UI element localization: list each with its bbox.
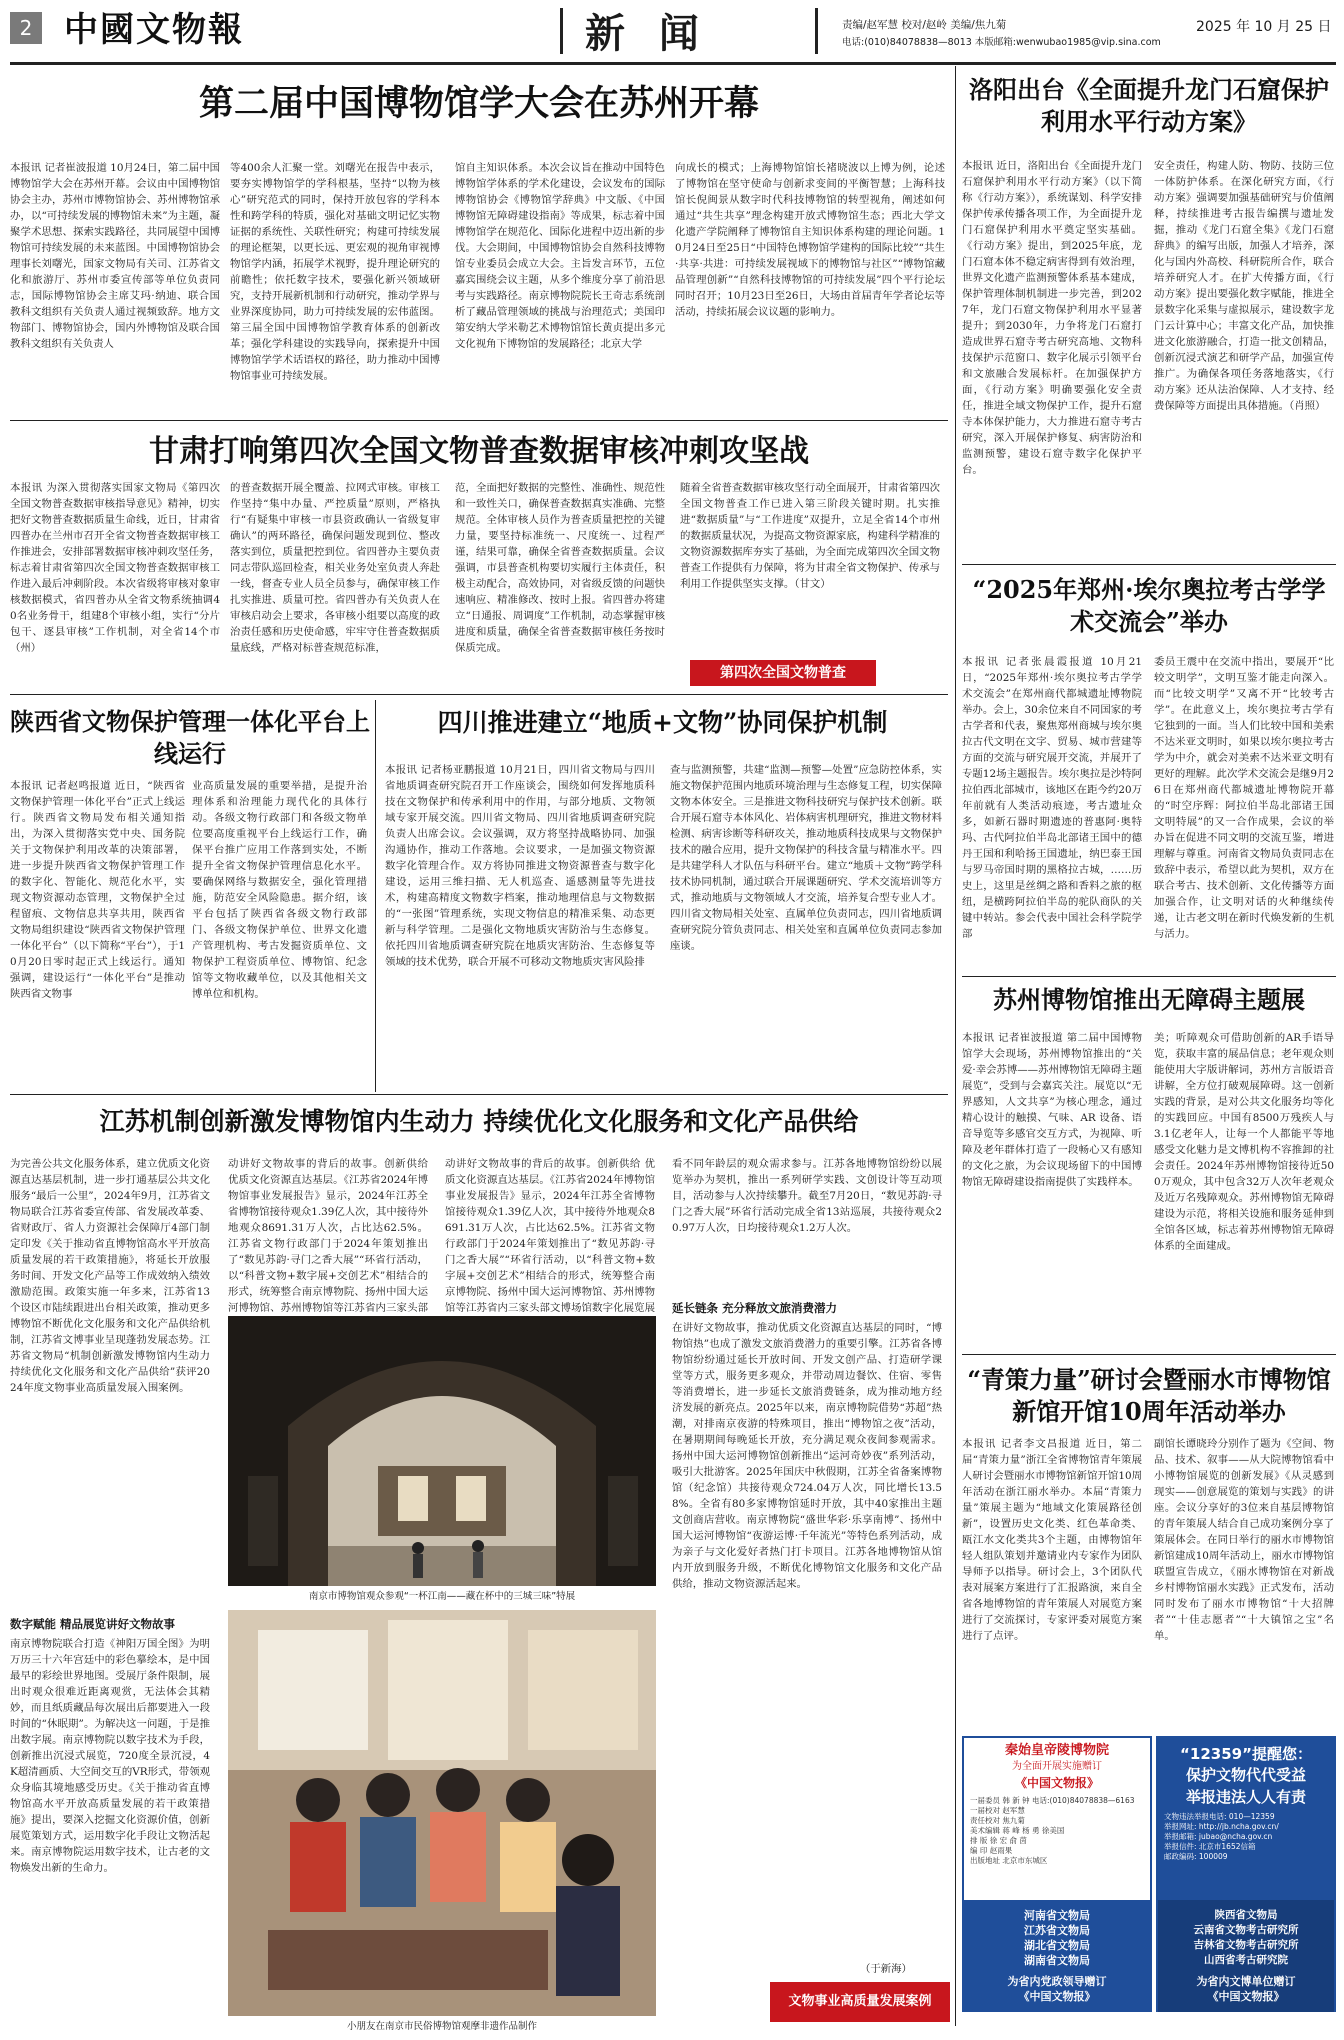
article-body: 为完善公共文化服务体系，建立优质文化资源直达基层机制，进一步打通基层公共文化服务“最后一公里”，2024年9月，江苏省文物局联合江苏省委宣传部、省发展改革委、省财政厅、省人力资源社会保障厅4部门制定印发《关于推动省直博物馆高水平开放高质量发展的若干政策措施》，将延长开放服务时间、开发文化产品等工作成效纳入绩效激励范围。政策实施一年多来，江苏省13个设区市陆续跟进出台相关政策，推动更多博物馆不断优化文化服务和文化产品供给机制，江苏省文博事业呈现蓬勃发展态势。江苏省文物局“机制创新激发博物馆内生动力 持续优化文化服务和文化产品供给”获评2024年度文物事业高质量发展入围案例。: [10, 1158, 210, 1394]
article-headline: 江苏机制创新激发博物馆内生动力 持续优化文化服务和文化产品供给: [99, 1107, 859, 1136]
article-body: 动讲好文物故事的背后的故事。创新供给 优质文化资源直达基层。《江苏省2024年博物馆事业发展报告》显示，2024年江苏全省博物馆接待观众1.39亿人次，其中接待外地观众8691.31万人次，占比达62.5%。江苏省文物行政部门于2024年策划推出了“数见苏韵·寻门之香大展”“环省行活动，以“科普文物+数字展+交创艺术”相结合的形式，统筹整合南京博物院、扬州中国大运河博物馆、苏州博物馆等江苏省内三家头部文博场馆数字化展览展: [445, 1158, 655, 1314]
column-rule: [375, 700, 376, 1092]
article-body: 副馆长谭晓玲分别作了题为《空间、物品、技术、叙事——从大院博物馆看中小博物馆展览的创新发展》《从灵感到现实——创意展览的策划与实践》的讲座。会议分享好的3位来自基层博物馆的青年策展人结合自己成功案例分享了策展体会。在同日举行的丽水市博物馆新馆建成10周年活动上，丽水市博物馆联盟宣告成立，《丽水博物馆在对新战乡村博物馆丽水实践》正式发布，活动同时发布了丽水市博物馆“十大招牌者”“十佳志愿者”“十大镇馆之宝”名单。: [1154, 1438, 1334, 1642]
divider: [962, 564, 1336, 565]
ad-unit: 山西省考古研究院: [1204, 1954, 1288, 1966]
issue-date: 2025 年 10 月 25 日: [1196, 19, 1332, 35]
ad-unit: 云南省文物考古研究所: [1193, 1924, 1299, 1936]
children-workshop-photo: [228, 1610, 656, 2016]
article-body: 本报讯 记者崔波报道 10月24日，第二届中国博物馆学大会在苏州开幕。会议由中国博物馆协会主办，苏州市博物馆协会、苏州博物馆承办，以“可持续发展的博物馆未来”为主题，凝聚学术思想、探索实践路径，共同展望中国博物馆可持续发展的未来蓝图。中国博物馆协会理事长刘曙光，国家文物局有关司、江苏省文化和旅游厅、苏州市委宣传部等单位负责同志，国际博物馆协会主席艾玛·纳迪、联合国教科文组织有关负责人通过视频致辞。地方文物部门、博物馆协会，国内外博物馆及联合国教科文组织有关负责人: [10, 162, 220, 350]
header-divider-right: [815, 8, 818, 54]
photo-caption: 南京市博物馆观众参观“一杯江南——藏在杯中的三城三味”特展: [308, 1591, 576, 1602]
article-body: 本报讯 记者赵鸣报道 近日，“陕西省文物保护管理一体化平台”正式上线运行。陕西省文物局发布相关通知指出，为深入贯彻落实党中央、国务院关于文物保护利用改革的决策部署，进一步提升陕西省文物保护管理工作的数字化、智能化、规范化水平，实现文物资源动态管理，文物保护全过程留痕、文物信息共享共用，陕西省文物局组织建设“陕西省文物保护管理一体化平台”（以下简称“平台”），于10月20日零时起正式上线运行。通知强调，建设运行“一体化平台”是推动陕西省文物事: [10, 780, 185, 1000]
article-body: 动讲好文物故事的背后的故事。创新供给 优质文化资源直达基层。《江苏省2024年博物馆事业发展报告》显示，2024年江苏全省博物馆接待观众1.39亿人次，其中接待外地观众8691.31万人次，占比达62.5%。江苏省文物行政部门于2024年策划推出了“数见苏韵·寻门之香大展”“环省行活动，以“科普文物+数字展+交创艺术”相结合的形式，统筹整合南京博物院、扬州中国大运河博物馆、苏州博物馆等江苏省内三家头部: [228, 1158, 428, 1314]
museum-gallery-photo: [228, 1316, 656, 1586]
divider: [10, 1094, 948, 1095]
ad-slogan: 举报违法人人有责: [1185, 1787, 1306, 1806]
editors-line: 责编/赵军慧 校对/赵岭 美编/焦九菊: [842, 19, 1007, 31]
article-body: 本报讯 记者李文昌报道 近日，第二届“青策力量”浙江全省博物馆青年策展人研讨会暨丽水市博物馆新馆开馆10周年活动在浙江丽水举办。本届“青策力量”策展主题为“地域文化策展路径创新”，设置历史文化类、红色革命类、瓯江水文化类共3个主题，由博物馆年轻人组队策划并邀请业内专家作为团队导师予以指导。研讨会上，3个团队代表对展案方案进行了汇报路演，来自全省各地博物馆的青年策展人对展览方案进行了交流探讨，专家评委对展览方案进行了点评。: [962, 1438, 1142, 1642]
photo-caption: 小朋友在南京市民俗博物馆观摩非遗作品制作: [346, 2021, 537, 2032]
article-body: 本报讯 记者崔波报道 第二届中国博物馆学大会现场，苏州博物馆推出的“关爱·幸会苏博——苏州博物馆无障碍主题展览”，受到与会嘉宾关注。展览以“无界感知，人文共享”为核心理念，通过精心设计的触摸、气味、AR 设备、语音导览等多感官交互方式，为视障、听障及老年群体打造了一段畅心又有感知的文化之旅，为会议现场留下的中国博物馆无障碍建设指南提供了实践样本。: [962, 1032, 1142, 1188]
ad-footer: 《中国文物报》: [1018, 1990, 1096, 2003]
article-body: 的普查数据开展全覆盖、拉网式审核。审核工作坚持“集中办量、严控质量”原则，严格执行“有疑集中审核一市县资政确认一省级复审确认”的两环路径，确保问题发现到位、整改落实到位，质量把控到位。省四普办主要负责同志带队巡回检查，相关业务处室负责人奔赴一线，督查专业人员全员参与，确保审核工作扎实推进、质量可控。省四普办有关负责人在审核启动会上要求，各审核小组要以高度的政治责任感和历史使命感，牢牢守住普查数据质量底线，严格对标普查规范标准，: [230, 482, 440, 654]
article-headline: 陕西省文物保护管理一体化平台上线运行: [10, 707, 370, 768]
article-body: 查与监测预警，共建“监测—预警—处置”应急防控体系，实施文物保护范围内地质环境治理与生态修复工程，切实保障文物本体安全。三是推进文物科技研究与保护技术创新。联合开展石窟寺本体风化、岩体病害机理研究，推进文物材料检测、病害诊断等科研攻关，推动地质科技成果与文物保护技术的融合应用，提升文物保护的科技含量与精准水平。四是共建学科人才队伍与科研平台。建立“地质＋文物”跨学科技术协同机制，通过联合开展课题研究、学术交流培训等方式，推动地质与文物领域人才交流，培养复合型专业人才。四川省文物局相关处室、直属单位负责同志，四川省地质调查研究院分管负责同志、相关处室和直属单位负责同志参加座谈。: [670, 764, 942, 952]
article-body: 本报讯 为深入贯彻落实国家文物局《第四次全国文物普查数据审核指导意见》精神，切实把好文物普查数据质量生命线，近日，甘肃省四普办在兰州市召开全省文物普查数据审核工作推进会，安排部署数据审核冲刺攻坚任务，标志着甘肃省第四次全国文物普查数据审核工作进入最后冲刺阶段。本次省级将审核对象审核数据模式，省四普办从全省文物系统抽调40名业务骨干，组建8个审核小组，实行“分片包干、逐县审核”工作机制，对全省14个市（州）: [10, 482, 220, 654]
subheading: 数字赋能 精品展览讲好文物故事: [10, 1617, 176, 1631]
ad-book: 《中国文物报》: [1014, 1775, 1099, 1790]
ad-box: [1156, 1736, 1336, 2012]
exhibition-photo: [228, 1610, 656, 2016]
article-body: 本报讯 记者张晨霞报道 10月21日，“2025年郑州·埃尔奥拉考古学学术交流会”在郑州商代都城遗址博物院举办。会上，30余位来自不同国家的考古学者和代表，聚焦郑州商城与埃尔奥拉古代文明在文字、贸易、城市营建等方面的交流与研究展开交流，并展开了专题12场主题报告。埃尔奥拉是沙特阿拉伯西北部城市，该地区在距今约20万年前就有人类活动痕迹，考古遗址众多，如新石器时期遗迹的普惠阿·奥特玛、古代阿拉伯半岛北部诸王国中的德丹王国和利哈扬王国遗址，纳巴泰王国与罗马帝国时期的黑格拉古城，……历史上，这里是丝绸之路和香料之旅的枢纽，是横跨阿拉伯半岛的驼队商队的关键中转站。参会代表中国社会科学院学部: [962, 656, 1142, 940]
column-rule: [955, 66, 956, 2026]
article-body: 委员王震中在交流中指出，要展开“比较文明学”，文明互鉴才能走向深入。而“比较文明学”又离不开“比较考古学”。在此意义上，埃尔奥拉考古学有它独到的一面。当人们比较中国和美索不达米亚文明时，如果以埃尔奥拉考古学为中介，就会对美索不达米亚文明有更好的理解。此次学术交流会是继9月26日在郑州商代都城遗址博物院开幕的“时空序辉：阿拉伯半岛北部诸王国文明特展”的又一合作成果，会议的举办旨在促进不同文明的交流互鉴，增进理解与尊重。河南省文物局负责同志在致辞中表示，希望以此为契机，双方在联合考古、技术创新、文化传播等方面加强合作，让文明对话的火种继续传递，让古老文明在新时代焕发新的生机与活力。: [1154, 656, 1334, 940]
article-headline: 甘肃打响第四次全国文物普查数据审核冲刺攻坚战: [149, 434, 809, 469]
ad-unit: 湖南省文物局: [1024, 1954, 1090, 1967]
ad-lines: [1158, 1812, 1334, 1862]
ad-line: 文物违法举报电话: 010—12359: [1164, 1811, 1275, 1821]
ad-line: 一届委员 韩 新 钟 电话:(010)84078838—6163: [970, 1795, 1135, 1805]
article-headline: “青策力量”研讨会暨丽水市博物馆新馆开馆10周年活动举办: [967, 1365, 1331, 1426]
article-headline: 洛阳出台《全面提升龙门石窟保护利用水平行动方案》: [969, 75, 1329, 136]
ad-unit: 吉林省文物考古研究所: [1193, 1939, 1299, 1951]
topic-tag: 文物事业高质量发展案例: [770, 1982, 950, 2022]
ad-line: 举报信件: 北京市1652信箱: [1164, 1841, 1256, 1851]
ad-unit: 河南省文物局: [1024, 1909, 1090, 1922]
divider: [962, 976, 1336, 977]
page-number-badge: 2: [10, 12, 42, 44]
divider: [962, 1354, 1336, 1355]
article-body: 安全责任，构建人防、物防、技防三位一体防护体系。在深化研究方面，《行动方案》强调要加强基础研究与价值阐释，持续推进考古报告编撰与遗址发掘，推动《龙门石窟全集》《龙门石窟辞典》的编写出版，加强人才培养，深化与国内外高校、科研院所合作，联合培养研究人才。在扩大传播方面，《行动方案》提出要强化数字赋能，推进全景数字化采集与虚拟展示，建设数字龙门云计算中心；丰富文化产品，加快推进文化旅游融合，打造一批文创精品，创新沉浸式演艺和研学产品，加强宣传推广。为确保各项任务落地落实，《行动方案》还从法治保障、人才支持、经费保障等方面提出具体措施。（肖照）: [1154, 160, 1334, 412]
article-body: 等400余人汇聚一堂。刘曙光在报告中表示，要夯实博物馆学的学科根基，坚持“以物为核心”研究范式的同时，保持开放包容的学科本性和跨学科的特质，强化对基础文明记忆实物证据的系统性、关联性研究；构建可持续发展的理论框架，以更长远、更宏观的视角审视博物馆学内涵，拓展学术视野，提升理论研究的前瞻性；依托数字技术，要强化新兴领域研究，支持开展新机制和行动研究，推动学界与业界深度协同，助力可持续发展的宏伟蓝图。第三届全国中国博物馆学教育体系的创新改革；强化学科建设的实践导向，探索提升中国博物馆学学术话语权的路径，助力推动中国博物馆事业可持续发展。: [230, 162, 440, 382]
ad-units: [1158, 1900, 1334, 2012]
ad-line: 出版地址 北京市东城区: [970, 1855, 1048, 1865]
exhibition-photo: [228, 1316, 656, 1586]
article-body: 看不同年龄层的观众需求参与。江苏各地博物馆纷纷以展览举办为契机，推出一系列研学实践、文创设计等互动项目，活动参与人次持续攀升。截至7月20日，“数见苏韵·寻门之香大展”环省行活动完成全省13站巡展，共接待观众20.97万人次，日均接待观众1.2万人次。: [672, 1158, 942, 1234]
ad-slogan: 保护文物代代受益: [1185, 1766, 1306, 1785]
ad-line: 美术编辑 蒋 峰 杨 勇 徐美国: [970, 1825, 1065, 1835]
article-body: 南京博物院联合打造《神阳万国全图》为明万历三十六年宫廷中的彩色摹绘本，是中国最早的彩绘世界地图。受展厅条件限制，展出时观众很难近距离观赏，无法体会其精妙，而且纸质藏品每次展出后都要进入一段时间的“休眠期”。为解决这一问题，于是推出数字展。南京博物院以数字技术为手段，创新推出沉浸式展览，720度全景沉浸，4K超清画质、大空间交互的VR形式，带领观众身临其境地感受历史。《关于推动省直博物馆高水平开放高质量发展的若干政策措施》提出，要深入挖掘文化资源价值，创新展览策划方式，运用数字化手段让文物活起来。南京博物院运用数字技术，让古老的文物焕发出新的生命力。: [10, 1638, 210, 1874]
ad-unit: 陕西省文物局: [1214, 1909, 1278, 1921]
divider: [10, 420, 948, 421]
article-body: 本报讯 记者杨亚鹏报道 10月21日，四川省文物局与四川省地质调查研究院召开工作座谈会，围绕如何发挥地质科技在文物保护和传承利用中的作用，与部分地质、文物领域专家开展交流。四川省文物局、四川省地质调查研究院负责人出席会议。会议强调，双方将坚持战略协同、加强沟通协作，推动工作落地。会议要求，一是加强文物资源数字化管理合作。双方将协同推进文物资源普查与数字化建设，运用三维扫描、无人机巡查、遥感测量等先进技术，构建高精度文物数字档案，推动地理信息与文物数据的“一张图”管理系统，实现文物信息的精准采集、动态更新与科学管理。二是强化文物地质灾害防治与生态修复。依托四川省地质调查研究院在地质灾害防治、生态修复等领域的技术优势，联合开展不可移动文物地质灾害风险排: [385, 764, 655, 968]
ad-line: 一届校对 赵军慧: [970, 1805, 1025, 1815]
ad-footer: 《中国文物报》: [1207, 1990, 1285, 2003]
ad-unit: 湖北省文物局: [1024, 1939, 1090, 1952]
article-body: 馆自主知识体系。本次会议旨在推动中国特色博物馆学体系的学术化建设，会议发布的国际博物馆协会《博物馆学辞典》中文版、《中国博物馆无障碍建设指南》等成果，标志着中国博物馆学在规范化、国际化进程中迈出新的步伐。大会期间，中国博物馆协会自然科技博物馆专业委员会成立大会。主旨发言环节，五位嘉宾围绕会议主题，从多个维度分享了前沿思考与实践路径。南京博物院院长王奇志系统剖析了藏品管理领域的挑战与治理范式；美国印第安纳大学米勒艺术博物馆馆长黄贞提出多元文化视角下博物馆的发展路径；北京大学: [455, 162, 665, 350]
ad-line: 举报邮箱: jubao@ncha.gov.cn: [1164, 1831, 1273, 1841]
ad-lines: [964, 1796, 1150, 1866]
article-body: 美；听障观众可借助创新的AR手语导览，获取丰富的展品信息；老年观众则能使用大字版讲解词，苏州方言版语音讲解，全方位打破观展障碍。这一创新实践的背景，是对公共文化服务均等化的实践回应。中国有8500万残疾人与3.1亿老年人，让每一个人都能平等地感受文化魅力是文博机构不容推卸的社会责任。2024年苏州博物馆接待近500万观众，其中包含32万人次年老观众及近万名残障观众。苏州博物馆无障碍建设为示范，将相关设施和服务延伸到全馆各区域，标志着苏州博物馆无障碍体系的全面建成。: [1154, 1032, 1334, 1252]
ad-footer: 为省内党政领导赠订: [1007, 1975, 1107, 1988]
masthead: [0, 0, 1344, 62]
article-headline: 第二届中国博物馆学大会在苏州开幕: [198, 83, 759, 124]
subheading: 延长链条 充分释放文旅消费潜力: [672, 1301, 838, 1315]
contact-line: 电话:(010)84078838—8013 本版邮箱:wenwubao1985@vip.sina.com: [842, 37, 1161, 48]
article-headline: 四川推进建立“地质+文物”协同保护机制: [437, 708, 888, 737]
ad-line: 编 印 赵雨果: [970, 1845, 1013, 1855]
article-headline: “2025年郑州·埃尔奥拉考古学学术交流会”举办: [972, 575, 1326, 636]
ad-units: [964, 1900, 1150, 2012]
header-divider-left: [560, 8, 563, 54]
article-body: 向成长的模式；上海博物馆馆长褚晓波以上博为例，论述了博物馆在坚守使命与创新求变间的平衡智慧；上海科技馆长倪闽景从数字时代科技博物馆的转型视角，阐述如何通过“共生共享”理念构建开放式博物馆生态；西北大学文化遗产学院阐释了博物馆自主知识体系构建的理论问题。10月24日至25日“中国特色博物馆学建构的国际比较”“共生·共享·共进：可持续发展视域下的博物馆与社区”“博物馆藏品管理创新”“自然科技博物馆的可持续发展”四个平行论坛同时召开；10月23日至26日，大场由首届青年学者论坛等活动，持续拓展会议议题的影响力。: [675, 162, 945, 318]
ad-unit: 江苏省文物局: [1024, 1924, 1090, 1937]
ad-footer: 为省内文博单位赠订: [1196, 1975, 1296, 1988]
section-title: 新 闻: [585, 11, 709, 57]
article-headline: 苏州博物馆推出无障碍主题展: [993, 985, 1305, 1014]
divider: [10, 694, 948, 695]
article-body: 在讲好文物故事，推动优质文化资源直达基层的同时，“博物馆热”也成了激发文旅消费潜力的重要引擎。江苏省各博物馆纷纷通过延长开放时间、开发文创产品、打造研学课堂等方式，服务更多观众，并带动周边餐饮、住宿、零售等消费增长，进一步延长文旅消费链条，成为推动地方经济发展的新亮点。2025年以来，南京博物院借势“苏超”热潮，对排南京夜游的特殊项目，推出“博物馆之夜”活动，在暑期期间每晚延长开放，充分满足观众夜间参观需求。扬州中国大运河博物馆创新推出“运河奇妙夜”系列活动，吸引大批游客。2025年国庆中秋假期，江苏全省备案博物馆（纪念馆）共接待观众724.04万人次，同比增长13.58%。全省有80多家博物馆延时开放，其中40家推出主题文创商店营收。南京博物院“盛世华彩·乐享南博”、扬州中国大运河博物馆“夜游运博·千年流光”等特色系列活动，成为亲子与文化爱好者热门打卡项目。江苏各地博物馆从馆内开放到服务升级，不断优化博物馆文化服务和文化产品供给，推动文物资源活起来。: [672, 1322, 942, 1590]
topic-tag: 第四次全国文物普查: [690, 660, 876, 686]
author-byline: （于新海）: [860, 1963, 912, 1975]
ad-line: 邮政编码: 100009: [1164, 1851, 1228, 1861]
article-body: 随着全省普查数据审核攻坚行动全面展开，甘肃省第四次全国文物普查工作已进入第三阶段关键时期。扎实推进“数据质量”与“工作进度”双提升，立足全省14个市州的数据质量状况，为提高文物资源家底，构建科学精准的文物资源数据库夯实了基础，为全面完成第四次全国文物普查工作提供有力保障，将为甘肃全省文物保护、传承与利用工作提供坚实支撑。（甘文）: [680, 482, 940, 590]
header-rule: [10, 62, 1336, 65]
ad-box: [962, 1736, 1152, 2012]
ad-title: 秦始皇帝陵博物院: [964, 1738, 1150, 1760]
article-body: 范，全面把好数据的完整性、准确性、规范性和一致性关口，确保普查数据真实准确、完整规范。全体审核人员作为普查质量把控的关键力量，要坚持标准统一、尺度统一、过程严谨，结果可靠，确保全省普查数据质量。会议强调，市县普查机构要切实履行主体责任，积极主动配合，高效协同，对省级反馈的问题快速响应、精准修改、按时上报。省四普办将建立“日通报、周调度”工作机制，动态掌握审核进度和质量，确保全省普查数据审核任务按时保质完成。: [455, 482, 665, 654]
article-body: 本报讯 近日，洛阳出台《全面提升龙门石窟保护利用水平行动方案》（以下简称《行动方案》），系统谋划、科学安排保护传承传播各项工作，为全面提升龙门石窟保护利用水平奠定坚实基础。《行动方案》提出，到2025年底，龙门石窟本体不稳定病害得到有效治理，世界文化遗产监测预警体系基本建成，保护管理体制机制进一步完善，到2027年，龙门石窟文物保护利用水平显著提升；到2030年，力争将龙门石窟打造成世界石窟寺考古研究高地、文物科技保护示范窗口、数字化展示引领平台和文旅融合发展标杆。在加强保护方面，《行动方案》明确要强化安全责任，推进全域文物保护工作，提升石窟寺本体保护能力，大力推进石窟寺考古研究，深入开展保护修复、病害防治和监测预警，建设石窟寺数字化保护平台。: [962, 160, 1142, 476]
ad-line: 举报网址: http://jb.ncha.gov.cn/: [1164, 1821, 1279, 1831]
ad-title: “12359”提醒您：: [1180, 1745, 1312, 1763]
ad-line: 排 版 徐 宏 俞 茵: [970, 1835, 1027, 1845]
paper-name: 中國文物報: [64, 10, 244, 50]
ad-line: 责任校对 焦九菊: [970, 1815, 1025, 1825]
article-body: 业高质量发展的重要举措，是提升治理体系和治理能力现代化的具体行动。各级文物行政部门和各级文物单位要高度重视平台上线运行工作，确保平台推广应用工作落到实处，不断提升全省文物保护管理信息化水平。要确保网络与数据安全，强化管理措施，防范安全风险隐患。据介绍，该平台包括了陕西省各级文物行政部门、各级文物保护单位、世界文化遗产管理机构、考古发掘资质单位、文物保护工程资质单位、博物馆、纪念馆等文物收藏单位，以及其他相关文博单位和机构。: [192, 780, 367, 1000]
ad-subtitle: 为全面开展实施赠订: [1012, 1761, 1102, 1773]
